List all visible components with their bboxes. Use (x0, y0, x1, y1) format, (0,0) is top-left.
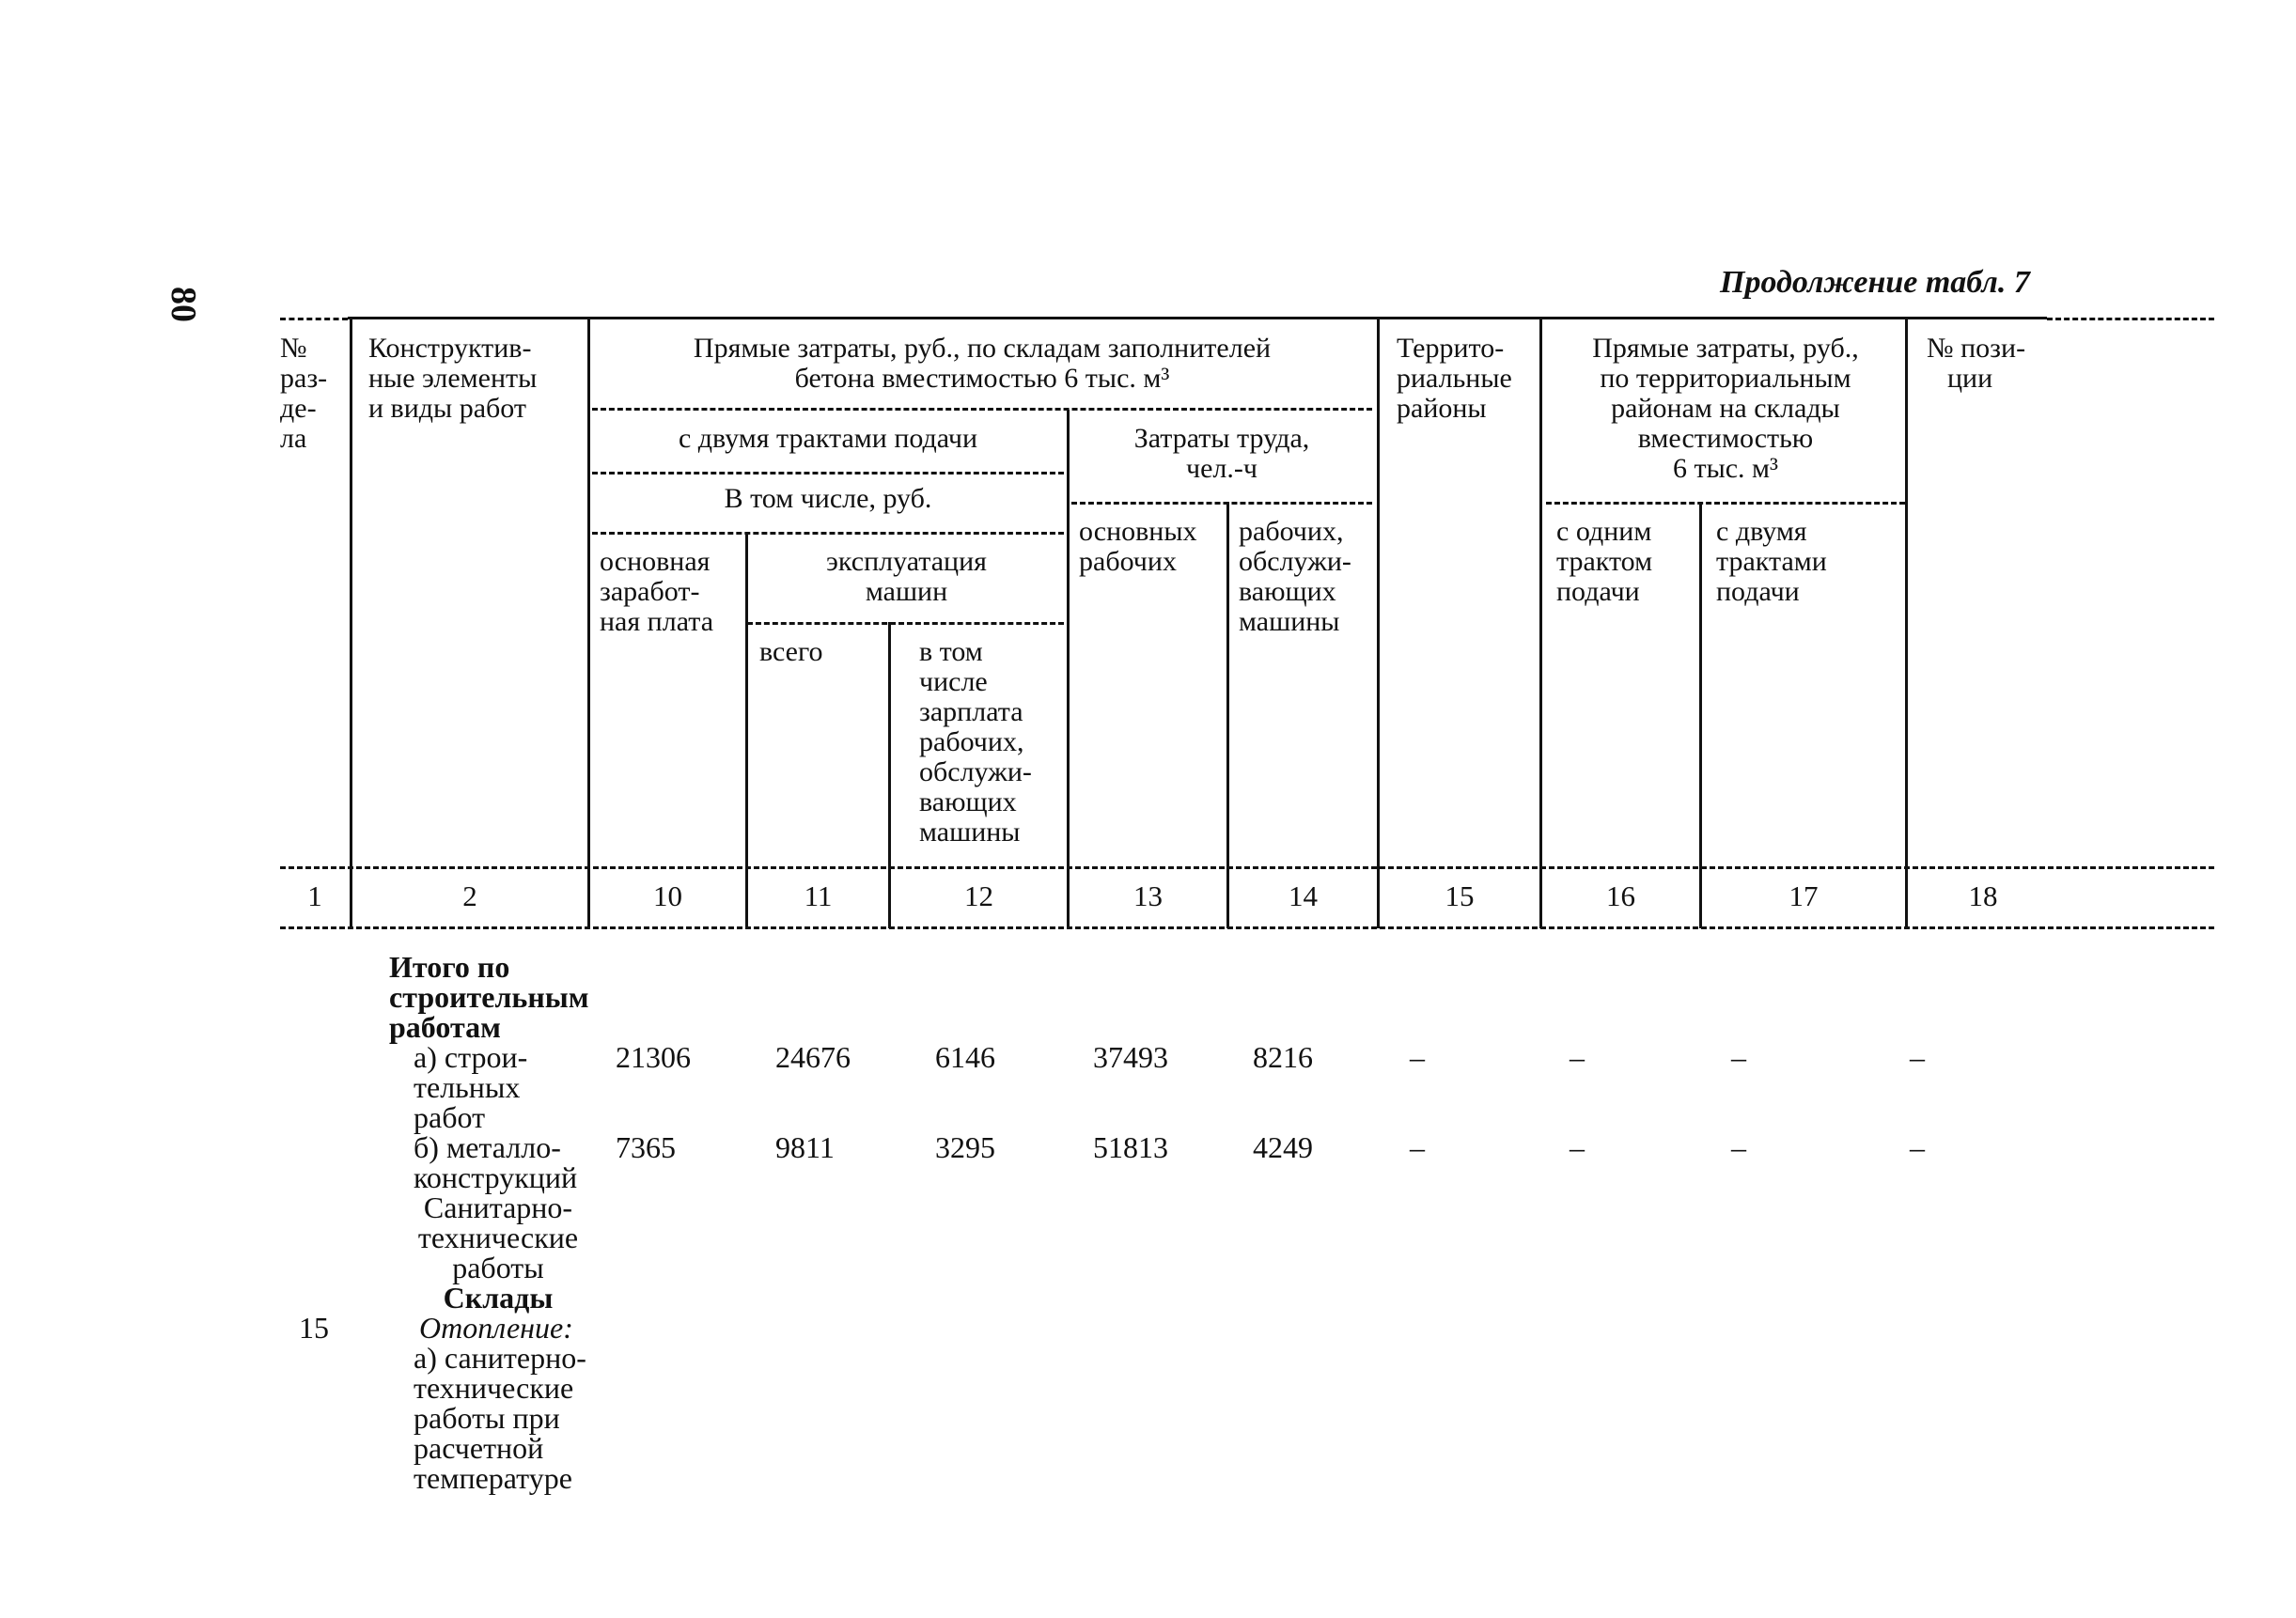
cell-col-12: 3295 (935, 1130, 995, 1164)
cell-col-16: – (1570, 1130, 1585, 1164)
column-number: 18 (1968, 879, 1998, 912)
cell-col-17: – (1731, 1130, 1746, 1164)
cell-col-12: 6146 (935, 1040, 995, 1074)
column-number: 12 (964, 879, 993, 912)
column-number: 14 (1289, 879, 1318, 912)
cell-col-10: 21306 (616, 1040, 691, 1074)
column-number: 15 (1445, 879, 1475, 912)
cell-col-13: 51813 (1093, 1130, 1168, 1164)
subsection-title: Склады (443, 1281, 554, 1315)
cell-col-16: – (1570, 1040, 1585, 1074)
column-number: 2 (462, 879, 477, 912)
column-number: 13 (1133, 879, 1163, 912)
header-group-two-tracts: с двумя трактами подачи (678, 423, 978, 454)
column-number: 1 (307, 879, 322, 912)
cell-col-18: – (1910, 1130, 1925, 1164)
header-col-11: всего (759, 636, 823, 667)
column-number: 16 (1606, 879, 1635, 912)
table-caption: Продолжение табл. 7 (1720, 265, 2030, 300)
section-number: 15 (299, 1311, 329, 1345)
cell-col-15: – (1410, 1040, 1425, 1074)
header-group-including-rub: В том числе, руб. (724, 483, 932, 514)
cell-col-11: 24676 (775, 1040, 851, 1074)
column-number: 10 (653, 879, 682, 912)
cell-col-18: – (1910, 1040, 1925, 1074)
column-number: 17 (1788, 879, 1819, 912)
cell-col-13: 37493 (1093, 1040, 1168, 1074)
cell-col-14: 4249 (1253, 1130, 1313, 1164)
page-number: 80 (164, 287, 203, 322)
cell-col-10: 7365 (616, 1130, 676, 1164)
cell-col-17: – (1731, 1040, 1746, 1074)
cell-col-14: 8216 (1253, 1040, 1313, 1074)
heating-label: Отопление: (419, 1311, 573, 1345)
document-page: 80 Продолжение табл. 7 № раз- де- ла Конструктив- ные элементы и виды работ Прямые затраты, руб., по складам заполнителей бетона вместимостью 6 тыс. м³ с двумя трактами подачи В том числе, руб. основная заработ- ная плата эксплуатация машин всего в том числе зарплата рабочих, обслужи- вающих машины Затраты труда, чел.-ч основных рабочих рабочих, обслужи- вающих машины Террито- риальные районы Прямые затраты, руб., по территориальным районам на склады вместимостью 6 тыс. м³ с одним трактом подачи с двумя трактами подачи № пози- ции 1 2 10 11 12 13 14 15 16 17 18 Итого по строительным работам а) строи- тельных работ 21306 24676 6146 37493 8216 – – – – б) металло- конструкций 7365 9811 3295 51813 4249 – – – – Санитарно- технические работы Склады 15 Отопление: а) санитерно- технические работы при расчетной температуре (0, 0, 2296, 1618)
cell-col-11: 9811 (775, 1130, 835, 1164)
cell-col-15: – (1410, 1130, 1425, 1164)
column-number: 11 (804, 879, 833, 912)
